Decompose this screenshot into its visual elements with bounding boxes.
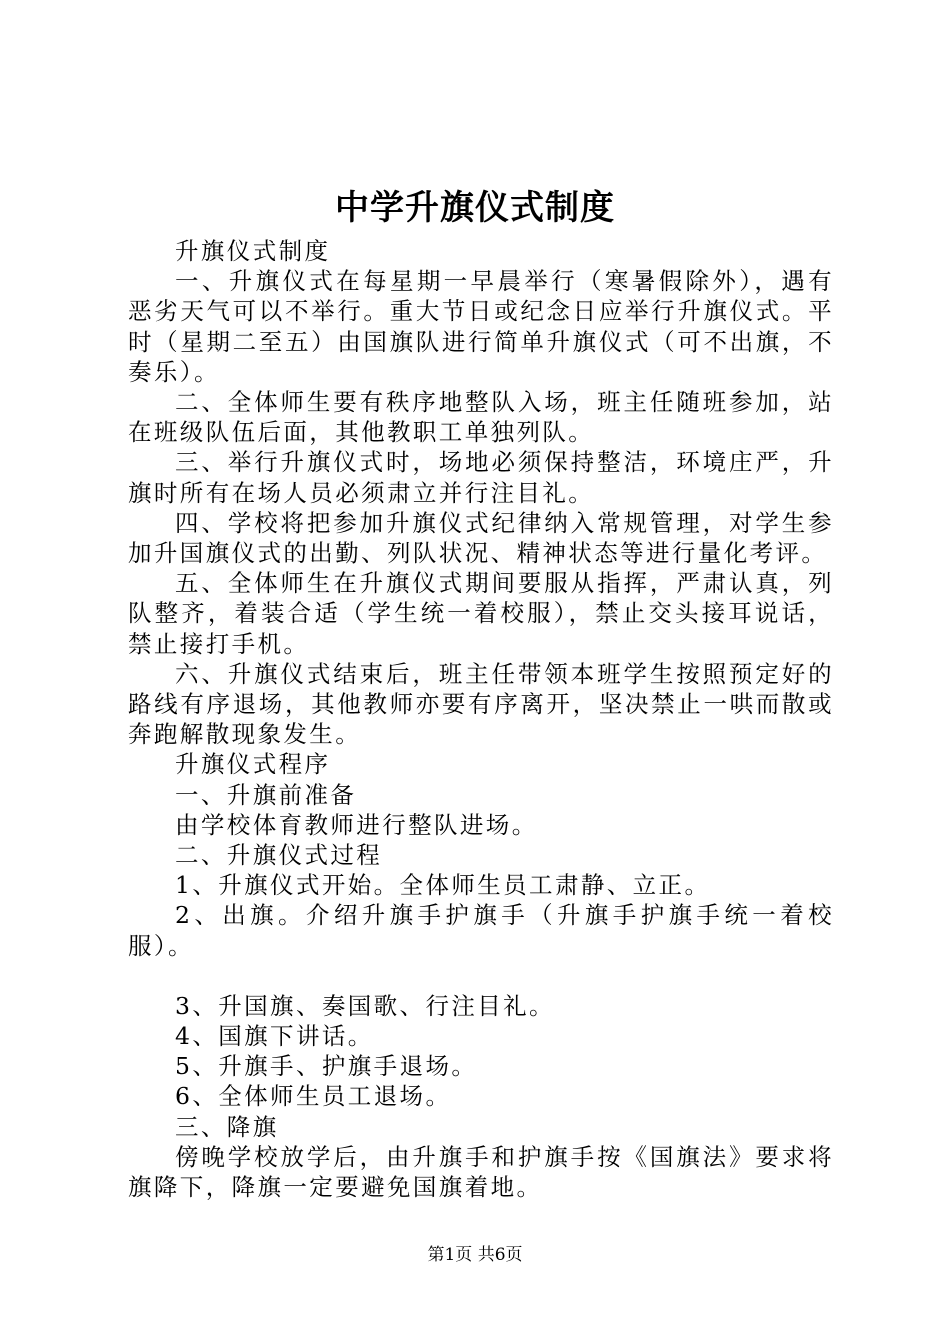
paragraph-step-2-item-2: 2、出旗。介绍升旗手护旗手（升旗手护旗手统一着校服）。 (128, 901, 834, 960)
paragraph-step-heading-3: 三、降旗 (175, 1112, 279, 1141)
paragraph-rule-5: 五、全体师生在升旗仪式期间要服从指挥，严肃认真，列队整齐，着装合适（学生统一着校服），禁止交头接耳说话，禁止接打手机。 (128, 569, 834, 658)
paragraph-step-2-item-3: 3、升国旗、奏国歌、行注目礼。 (175, 991, 555, 1020)
paragraph-section-heading-system: 升旗仪式制度 (175, 237, 331, 265)
paragraph-step-heading-1: 一、升旗前准备 (175, 780, 357, 809)
paragraph-rule-2: 二、全体师生要有秩序地整队入场，班主任随班参加，站在班级队伍后面，其他教职工单独列队。 (128, 388, 834, 447)
paragraph-step-2-item-4: 4、国旗下讲话。 (175, 1022, 374, 1051)
paragraph-step-heading-2: 二、升旗仪式过程 (175, 841, 383, 870)
paragraph-step-2-item-5: 5、升旗手、护旗手退场。 (175, 1052, 478, 1081)
paragraph-rule-1: 一、升旗仪式在每星期一早晨举行（寒暑假除外），遇有恶劣天气可以不举行。重大节日或纪念日应举行升旗仪式。平时（星期二至五）由国旗队进行简单升旗仪式（可不出旗，不奏乐）。 (128, 267, 834, 386)
paragraph-step-2-item-1: 1、升旗仪式开始。全体师生员工肃静、立正。 (175, 871, 711, 900)
paragraph-step-2-item-6: 6、全体师生员工退场。 (175, 1082, 452, 1111)
paragraph-step-1-detail: 由学校体育教师进行整队进场。 (175, 810, 538, 839)
document-title: 中学升旗仪式制度 (335, 188, 615, 228)
paragraph-section-heading-procedure: 升旗仪式程序 (175, 750, 331, 779)
paragraph-rule-6: 六、升旗仪式结束后，班主任带领本班学生按照预定好的路线有序退场，其他教师亦要有序离开，坚决禁止一哄而散或奔跑解散现象发生。 (128, 659, 834, 749)
paragraph-rule-4: 四、学校将把参加升旗仪式纪律纳入常规管理，对学生参加升国旗仪式的出勤、列队状况、精神状态等进行量化考评。 (128, 508, 834, 568)
paragraph-step-3-detail: 傍晚学校放学后，由升旗手和护旗手按《国旗法》要求将旗降下，降旗一定要避免国旗着地。 (128, 1142, 834, 1202)
page-number-footer: 第1页 共6页 (427, 1245, 523, 1265)
paragraph-rule-3: 三、举行升旗仪式时，场地必须保持整洁，环境庄严，升旗时所有在场人员必须肃立并行注目礼。 (128, 448, 834, 507)
document-body (128, 236, 834, 1202)
